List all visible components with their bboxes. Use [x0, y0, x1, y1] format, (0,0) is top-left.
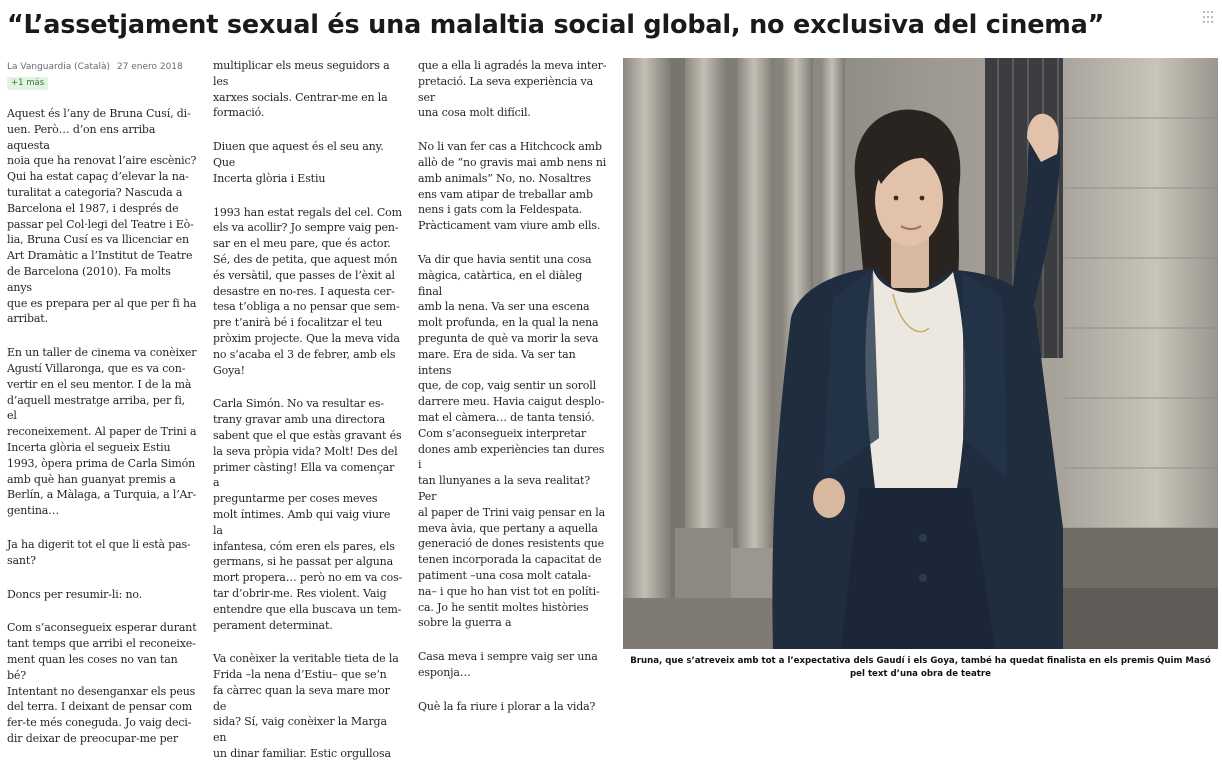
publish-date: 27 enero 2018	[116, 62, 183, 72]
paragraph: En un taller de cinema va conèixer Agustí Villaronga, que es va con- vertir en el seu mentor. I de la mà d’aquell mestratge arriba, per fi, el reconeixement. Al paper de Trini a Incerta glòria el segueix Estiu 1993, òpera prima de Carla Simón amb què han guanyat premis a Berlín, a Màlaga, a Turquia, a l’Ar- gentina…	[7, 346, 197, 518]
paragraph: Va dir que havia sentit una cosa màgica, catàrtica, en el diàleg final amb la nena. Va ser una escena molt profunda, en la qual la nena pregunta de què va morir la seva mare. Era de sida. Va ser tan intens que, de cop, vaig sentir un soroll darrere meu. Havia caigut desplo- mat el càmera… de tanta tensió. Com s’aconsegueix interpretar dones amb experiències tan dures i tan llunyanes a la seva realitat? Per al paper de Trini vaig pensar en la meva àvia, que pertany a aquella generació de dones resistents que tenen incorporada la capacitat de patiment –una cosa molt catala- na– i que ho han vist tot en políti- ca. Jo he sentit moltes històries sobre la guerra a	[418, 252, 606, 630]
paragraph: Què la fa riure i plorar a la vida?	[418, 699, 596, 713]
paragraph: Ja ha digerit tot el que li està pas- sant?	[7, 537, 191, 567]
paragraph: Diuen que aquest és el seu any. Que Incerta glòria i Estiu	[213, 140, 384, 185]
text-column-3	[418, 58, 608, 732]
more-sources-badge[interactable]: +1 más	[7, 77, 48, 90]
drag-handle-icon[interactable]	[1202, 9, 1214, 23]
paragraph: Va conèixer la veritable tieta de la Frida –la nena d’Estiu– que se’n fa càrrec quan la seva mare mor de sida? Sí, vaig conèixer la Marga en un dinar familiar. Estic orgullosa	[213, 652, 399, 761]
text-column-1	[7, 106, 197, 765]
photo-caption: Bruna, que s’atreveix amb tot a l’expectativa dels Gaudí i els Goya, també ha quedat finalista en els premis Quim Masó pel text d’una obra de teatre	[630, 656, 1211, 679]
paragraph: multiplicar els meus seguidors a les xarxes socials. Centrar-me en la formació.	[213, 59, 390, 120]
paragraph: que a ella li agradés la meva inter- pretació. La seva experiència va ser una cosa molt difícil.	[418, 59, 607, 120]
article-meta	[7, 61, 183, 73]
paragraph: Doncs per resumir-li: no.	[7, 587, 143, 601]
paragraph: Casa meva i sempre vaig ser una esponja…	[418, 650, 598, 679]
text-column-2	[213, 58, 403, 780]
portrait-photo	[623, 58, 1218, 649]
paragraph: Com s’aconsegueix esperar durant tant temps que arribi el reconeixe- ment quan les coses no van tan bé? Intentant no desenganxar els peus del terra. I deixant de pensar com fer-te més coneguda. Jo vaig deci- dir deixar de preocupar-me per	[7, 621, 197, 745]
paragraph: Carla Simón. No va resultar es- trany gravar amb una directora sabent que el que estàs gravant és la seva pròpia vida? Molt! Des del primer càsting! Ella va començar a preguntarme per coses meves molt íntimes. Amb qui vaig viure la infantesa, cóm eren els pares, els germans, si he passat per alguna mort propera… però no em va cos- tar d’obrir-me. Res violent. Vaig entendre que ella buscava un tem- perament determinat.	[213, 397, 403, 632]
article-headline: “L’assetjament sexual és una malaltia social global, no exclusiva del cinema”	[7, 10, 1105, 40]
source-name: La Vanguardia (Català)	[7, 62, 111, 72]
paragraph: No li van fer cas a Hitchcock amb allò de “no gravis mai amb nens ni amb animals” No, no. Nosaltres ens vam atipar de treballar amb nens i gats com la Feldespata. Pràcticament vam viure amb ells.	[418, 140, 607, 233]
paragraph: 1993 han estat regals del cel. Com els va acollir? Jo sempre vaig pen- sar en el meu pare, que és actor. Sé, des de petita, que aquest món és versàtil, que passes de l’èxit al desastre en no-res. I aquesta cer- tesa t’obliga a no pensar que sem- pre t’anirà bé i focalitzar el teu pròxim projecte. Que la meva vida no s’acaba el 3 de febrer, amb els Goya!	[213, 205, 402, 377]
paragraph: Aquest és l’any de Bruna Cusí, di- uen. Però… d’on ens arriba aquesta noia que ha renovat l’aire escènic? Qui ha estat capaç d’elevar la na- turalitat a categoria? Nascuda a Barcelona el 1987, i després de passar pel Col·legi del Teatre i Eò- lia, Bruna Cusí es va llicenciar en Art Dramàtic a l’Institut de Teatre de Barcelona (2010). Fa molts anys que es prepara per al que per fi ha arribat.	[7, 107, 197, 326]
